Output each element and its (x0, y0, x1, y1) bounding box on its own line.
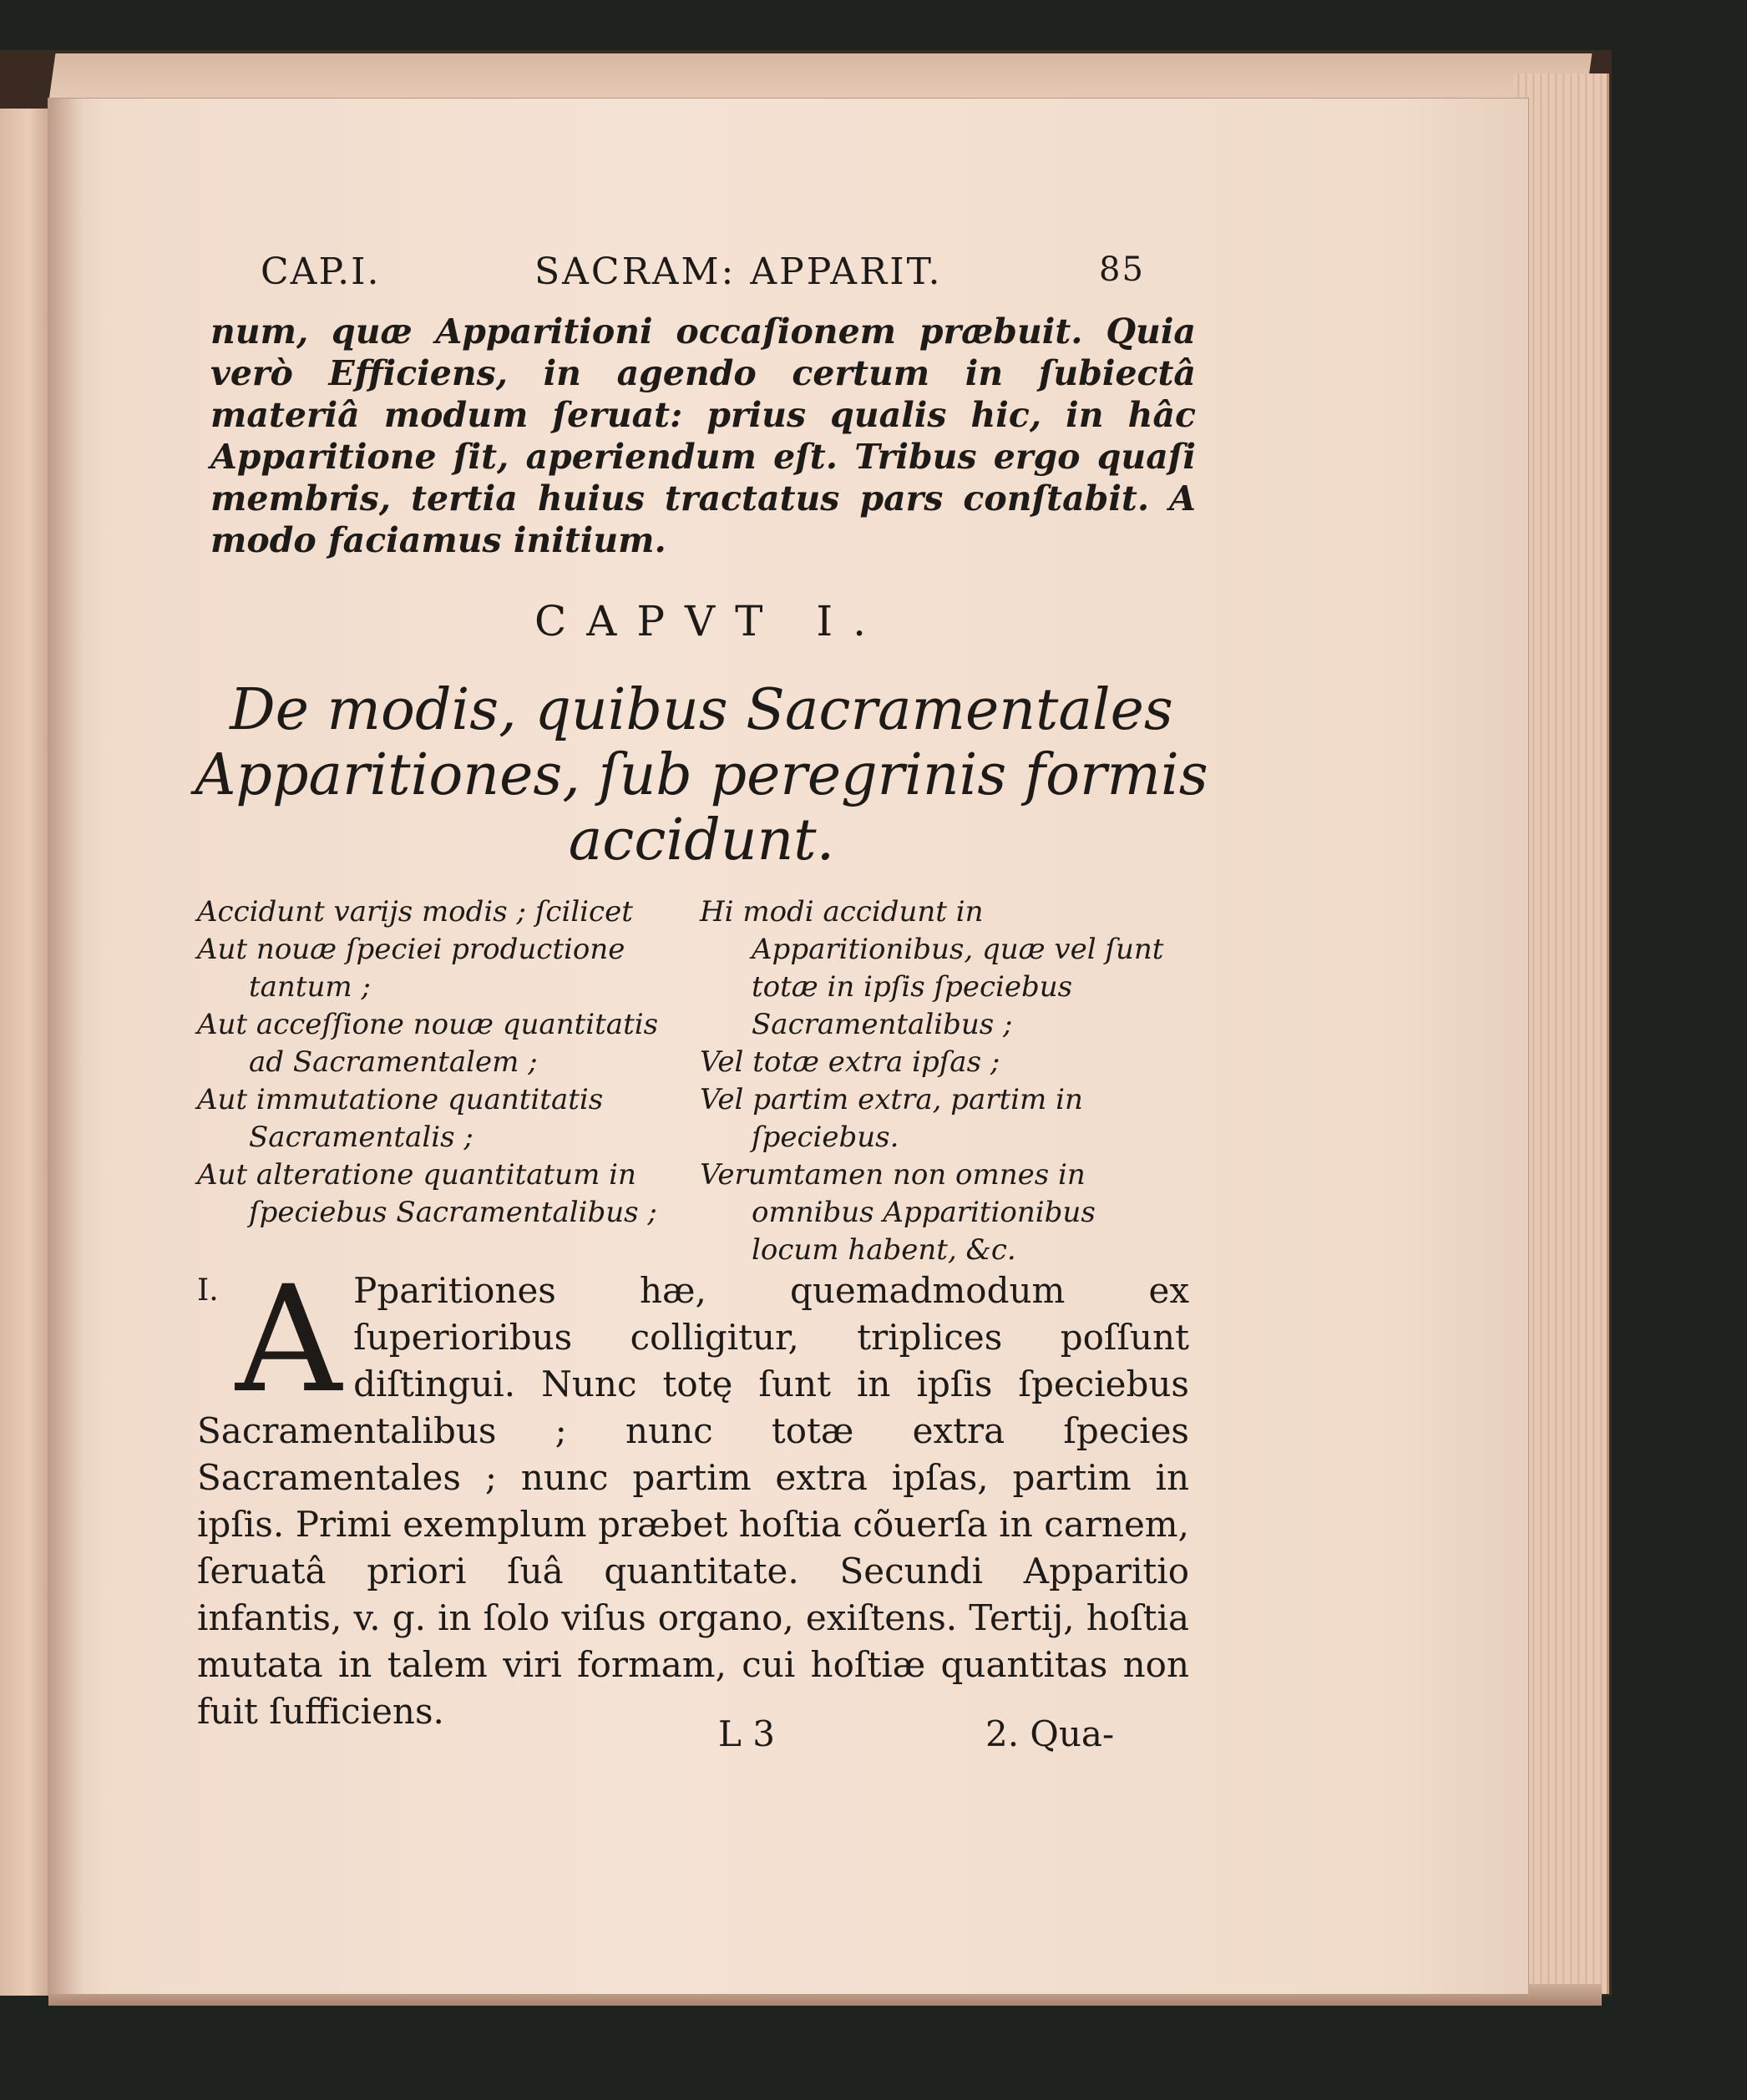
body-text: Pparitiones hæ, quemadmodum ex ſuperioribus colligitur, triplices poſſunt diſtingui. Nunc totę ſunt in ipſis ſpeciebus Sacramentalibus ; nunc totæ extra ſpecies Sacramentales ; nunc partim extra ipſas, partim in ipſis. Primi exemplum præbet hoſtia cõuerſa in carnem, ſeruatâ priori ſuâ quantitate. Secundi Apparitio infantis, v. g. in ſolo viſus organo, exiſtens. Tertij, hoſtia mutata in talem viri formam, cui hoſtiæ quantitas non fuit ſufficiens. (197, 1270, 1189, 1732)
catchword: 2. Qua- (985, 1713, 1115, 1754)
page-top-edge (48, 53, 1592, 104)
left-page-edge (0, 109, 52, 1996)
summary-right-column (700, 893, 1184, 1269)
summary-item: Aut nouæ ſpeciei productione tantum ; (197, 933, 625, 1004)
chapter-heading: CAPVT I. (534, 597, 887, 645)
running-head-chapter: CAP.I. (261, 250, 381, 293)
summary-item: Hi modi accidunt in Apparitionibus, quæ vel ſunt totæ in ipſis ſpeciebus Sacramentalibus ; (700, 895, 1164, 1041)
chapter-title: De modis, quibus Sacramentales Apparitiones, ſub peregrinis formis accidunt. (195, 677, 1208, 873)
summary-item: Accidunt varijs modis ; ſcilicet (197, 895, 633, 929)
signature-mark: L 3 (718, 1713, 775, 1754)
summary-item: Vel totæ extra ipſas ; (700, 1045, 1000, 1079)
summary-item: Verumtamen non omnes in omnibus Apparitionibus locum habent, &c. (700, 1158, 1096, 1267)
drop-cap: A (235, 1254, 342, 1425)
summary-item: Aut immutatione quantitatis Sacramentalis ; (197, 1083, 604, 1154)
section-number: I. (197, 1273, 219, 1308)
summary-left-column (197, 893, 681, 1232)
summary-item: Aut acceſſione nouæ quantitatis ad Sacramentalem ; (197, 1008, 659, 1079)
summary-item: Aut alteratione quantitatum in ſpeciebus Sacramentalibus ; (197, 1158, 657, 1229)
page-number: 85 (1099, 250, 1145, 289)
body-paragraph (197, 1254, 1189, 1735)
summary-item: Vel partim extra, partim in ſpeciebus. (700, 1083, 1083, 1154)
page-gutter-shadow (48, 99, 82, 1994)
intro-paragraph: num, quæ Apparitioni occaſionem præbuit. Quia verò Efficiens, in agendo certum in ſubiectâ materiâ modum ſeruat: prius qualis hic, in hâc Apparitione ſit, aperiendum eſt. Tribus ergo quaſi membris, tertia huius tractatus pars conſtabit. A modo faciamus initium. (210, 311, 1196, 560)
running-head-title: SACRAM: APPARIT. (534, 250, 943, 293)
